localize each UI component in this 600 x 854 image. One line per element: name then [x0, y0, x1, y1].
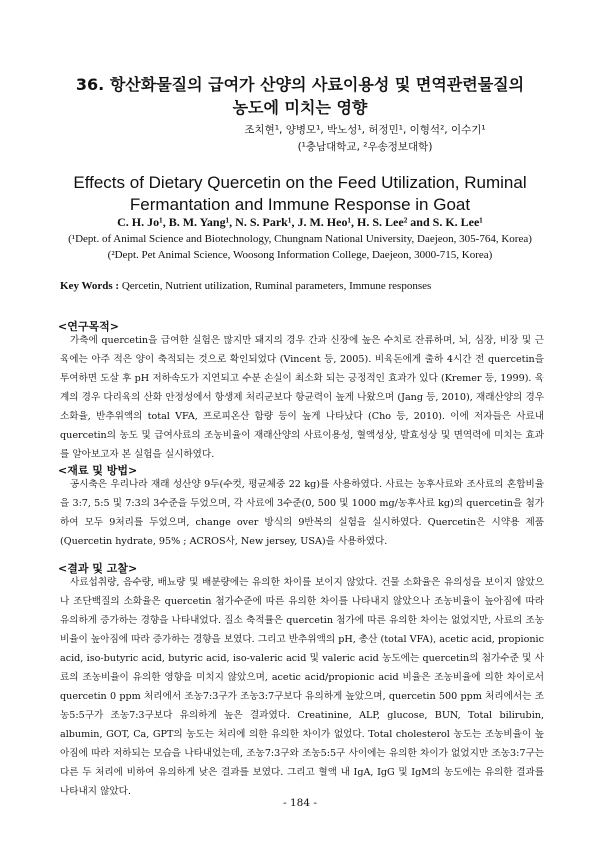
- korean-title-line1: 36. 항산화물질의 급여가 산양의 사료이용성 및 면역관련물질의: [75, 75, 525, 94]
- methods-text: 공시축은 우리나라 재래 성산양 9두(수컷, 평균체중 22 kg)를 사용하였다. 사료는 농후사료와 조사료의 혼합비율을 3:7, 5:5 및 7:3의 3수준을 두었으며, 각 사료에 3수준(0, 500 및 1000 mg/농후사료 kg)의 quercetin을 첨가하여 모두 9처리를 두었으며, change over 방식의 9반복의 실험을 실시하였다. Quercetin은 시약용 제품 (Quercetin hydrate, 95% ; ACROS사, New jersey, USA)을 사용하였다.: [60, 479, 544, 547]
- results-heading: <결과 및 고찰>: [58, 562, 138, 575]
- korean-authors: 조치현¹, 양병모¹, 박노성¹, 허정민¹, 이형석², 이수기¹: [244, 124, 486, 136]
- english-affiliation-2: (²Dept. Pet Animal Science, Woosong Information College, Daejeon, 3000-715, Korea): [107, 249, 493, 261]
- keywords: [60, 279, 550, 294]
- objective-heading: <연구목적>: [58, 320, 119, 333]
- results-text: 사료섭취량, 음수량, 배뇨량 및 배분량에는 유의한 차이를 보이지 않았다. 건물 소화율은 유의성을 보이지 않았으나 조단백질의 소화율은 quercetin 첨가수준에 따른 유의한 차이를 나타내지 않았으나 조농비율이 높아짐에 따라 유의하게 증가하는 경향을 나타내었다. 질소 축적률은 quercetin 첨가에 따른 유의한 차이는 없었지만, 사료의 조농비율이 높아짐에 따라 증가하는 경향을 보였다. 그리고 반추위액의 pH, 총산 (total VFA), acetic acid, propionic acid, iso-butyric acid, butyric acid, iso-valeric acid 및 valeric acid 농도에는 quercetin의 첨가수준 및 사료의 조농비율이 유의한 영향을 미치지 않았으며, acetic acid/propionic acid 비율은 조농비율에 의한 차이로서 quercetin 0 ppm 처리에서 조농7:3구가 조농3:7구보다 유의하게 높았으며, quercetin 500 ppm 처리에서는 조농5:5구가 조농7:3구보다 유의하게 높은 결과였다. Creatinine, ALP, glucose, BUN, Total bilirubin, albumin, GOT, Ca, GPT의 농도는 처리에 의한 유의한 차이가 없었다. Total cholesterol 농도는 조농비율이 높아짐에 따라 저하되는 모습을 나타내었는데, 조농7:3구와 조농5:5구 사이에는 유의한 차이가 없었지만 조농3:7구는 다른 두 처리에 비하여 유의하게 낮은 결과를 보였다. 그리고 혈액 내 IgA, IgG 및 IgM의 농도에는 유의한 결과를 나타내지 않았다.: [60, 577, 544, 797]
- korean-title-line2: 농도에 미치는 영향: [232, 98, 368, 117]
- english-authors: C. H. Jo¹, B. M. Yang¹, N. S. Park¹, J. M. Heo¹, H. S. Lee² and S. K. Lee¹: [117, 215, 483, 229]
- english-title-line1: Effects of Dietary Quercetin on the Feed Utilization, Ruminal: [73, 173, 527, 192]
- page-number: - 184 -: [283, 797, 317, 809]
- english-affiliation-1: (¹Dept. of Animal Science and Biotechnology, Chungnam National University, Daejeon, 305-764, Korea): [68, 233, 532, 245]
- keywords-text: Qercetin, Nutrient utilization, Ruminal parameters, Immune responses: [121, 280, 432, 292]
- english-title-line2: Fermantation and Immune Response in Goat: [129, 195, 471, 214]
- methods-heading: <재료 및 방법>: [58, 464, 138, 477]
- korean-affiliations: (¹충남대학교, ²우송정보대학): [297, 141, 433, 153]
- objective-text: 가축에 quercetin을 급여한 실험은 많지만 돼지의 경우 간과 신장에 높은 수치로 잔류하며, 뇌, 심장, 비장 및 근육에는 아주 적은 양이 축적되는 것으로 확인되었다 (Vincent 등, 2005). 비육돈에게 출하 4시간 전 quercetin을 투여하면 도살 후 pH 저하속도가 지연되고 수분 손실이 최소화 되는 긍정적인 효과가 있다 (Kremer 등, 1999). 육계의 경우 다리육의 산화 안정성에서 항생제 처리군보다 항균력이 높게 나왔으며 (Jang 등, 2010), 재래산양의 경우 소화율, 반추위액의 total VFA, 프로피온산 함량 등이 높게 나타났다 (Cho 등, 2010). 이에 저자들은 사료내 quercetin의 농도 및 급여사료의 조농비율이 재래산양의 사료이용성, 혈액성상, 발효성상 및 면역력에 미치는 효과를 알아보고자 본 실험을 실시하였다.: [60, 335, 544, 460]
- keywords-label: Key Words :: [60, 280, 120, 292]
